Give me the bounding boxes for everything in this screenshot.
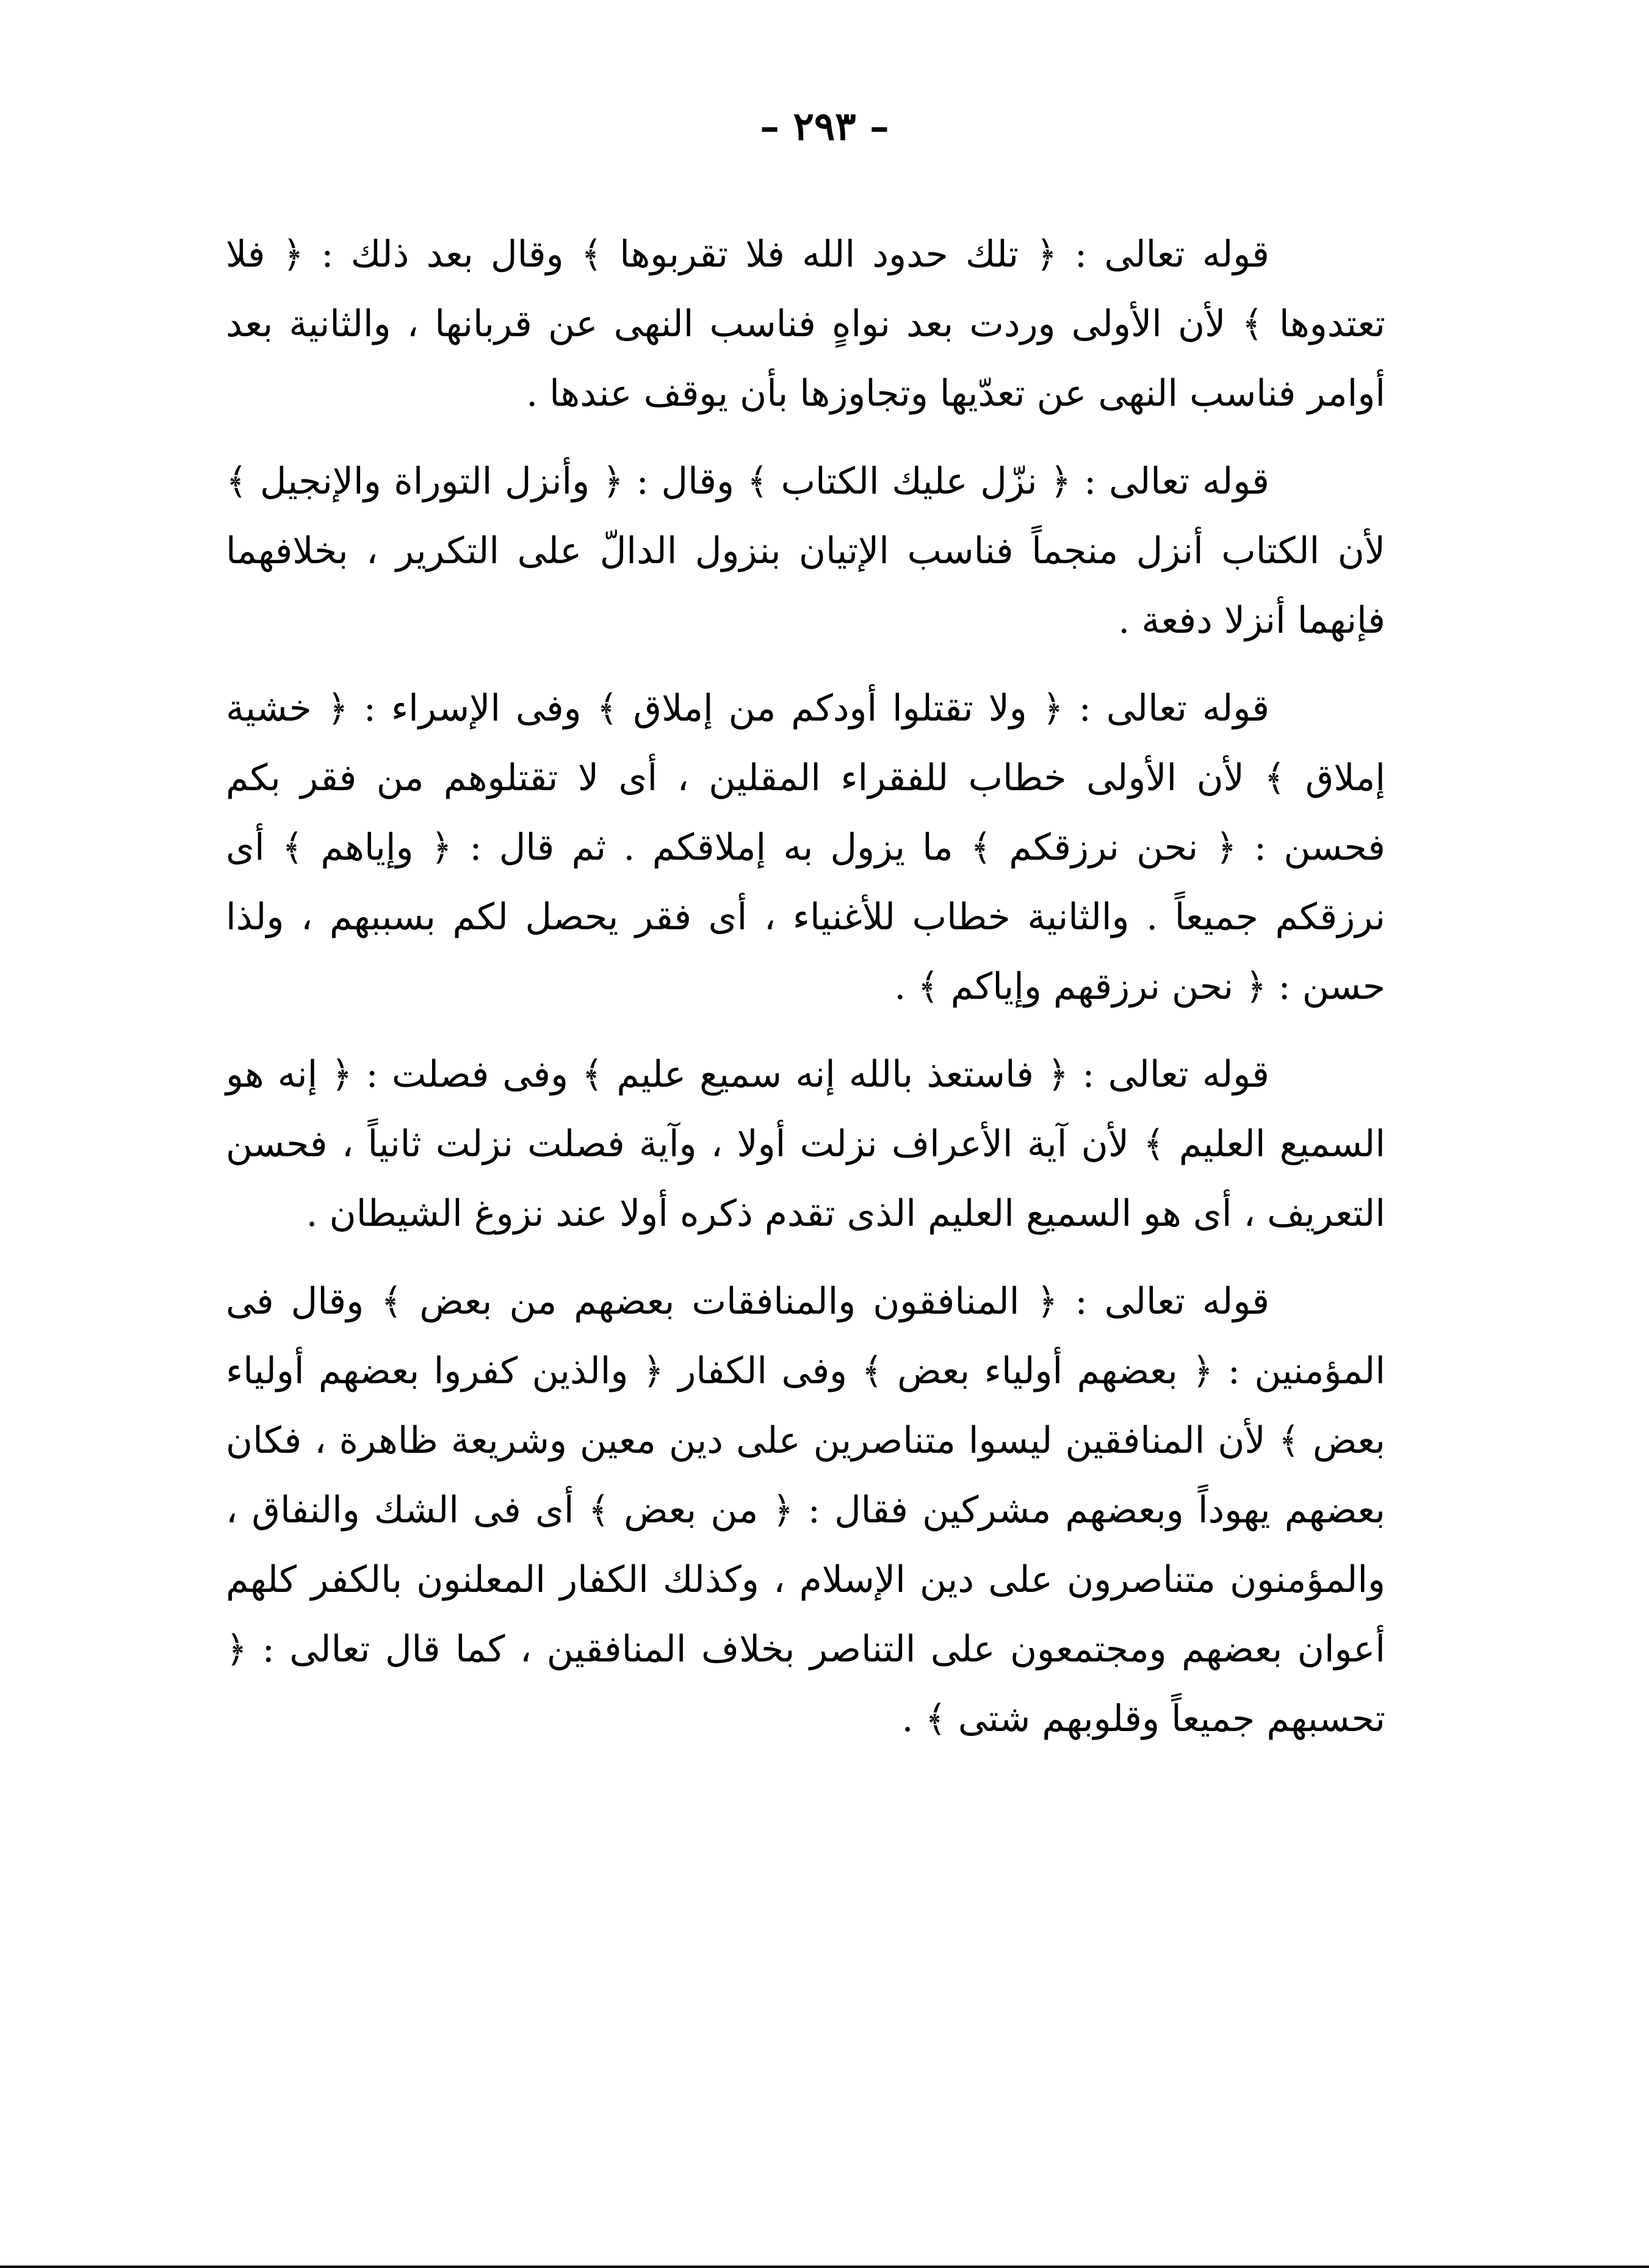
paragraph-4: قوله تعالى : ﴿ فاستعذ بالله إنه سميع عليم ﴾ وفى فصلت : ﴿ إنه هو السميع العليم ﴾ لأن آية الأعراف نزلت أولا ، وآية فصلت نزلت ثانياً ، فحسن التعريف ، أى هو السميع العليم الذى تقدم ذكره أولا عند نزوغ الشيطان . [226,1053,1385,1235]
paragraph-2: قوله تعالى : ﴿ نزّل عليك الكتاب ﴾ وقال : ﴿ وأنزل التوراة والإنجيل ﴾ لأن الكتاب أنزل منجماً فناسب الإتيان بنزول الدالّ على التكرير ، بخلافهما فإنهما أنزلا دفعة . [226,460,1385,642]
paragraph-3: قوله تعالى : ﴿ ولا تقتلوا أودكم من إملاق ﴾ وفى الإسراء : ﴿ خشية إملاق ﴾ لأن الأولى خطاب للفقراء المقلين ، أى لا تقتلوهم من فقر بكم فحسن : ﴿ نحن نرزقكم ﴾ ما يزول به إملاقكم . ثم قال : ﴿ وإياهم ﴾ أى نرزقكم جميعاً . والثانية خطاب للأغنياء ، أى فقر يحصل لكم بسببهم ، ولذا حسن : ﴿ نحن نرزقهم وإياكم ﴾ . [226,687,1385,1008]
paragraph-5: قوله تعالى : ﴿ المنافقون والمنافقات بعضهم من بعض ﴾ وقال فى المؤمنين : ﴿ بعضهم أولياء بعض ﴾ وفى الكفار ﴿ والذين كفروا بعضهم أولياء بعض ﴾ لأن المنافقين ليسوا متناصرين على دين معين وشريعة ظاهرة ، فكان بعضهم يهوداً وبعضهم مشركين فقال : ﴿ من بعض ﴾ أى فى الشك والنفاق ، والمؤمنون متناصرون على دين الإسلام ، وكذلك الكفار المعلنون بالكفر كلهم أعوان بعضهم ومجتمعون على التناصر بخلاف المنافقين ، كما قال تعالى : ﴿ تحسبهم جميعاً وقلوبهم شتى ﴾ . [226,1280,1386,1740]
body-text [226,220,1385,1772]
paragraph-1: قوله تعالى : ﴿ تلك حدود الله فلا تقربوها ﴾ وقال بعد ذلك : ﴿ فلا تعتدوها ﴾ لأن الأولى وردت بعد نواهٍ فناسب النهى عن قربانها ، والثانية بعد أوامر فناسب النهى عن تعدّيها وتجاوزها بأن يوقف عندها . [226,233,1385,415]
scan-bottom-edge [0,2266,1649,2268]
page-number: – ٢٩٣ – [760,104,889,149]
